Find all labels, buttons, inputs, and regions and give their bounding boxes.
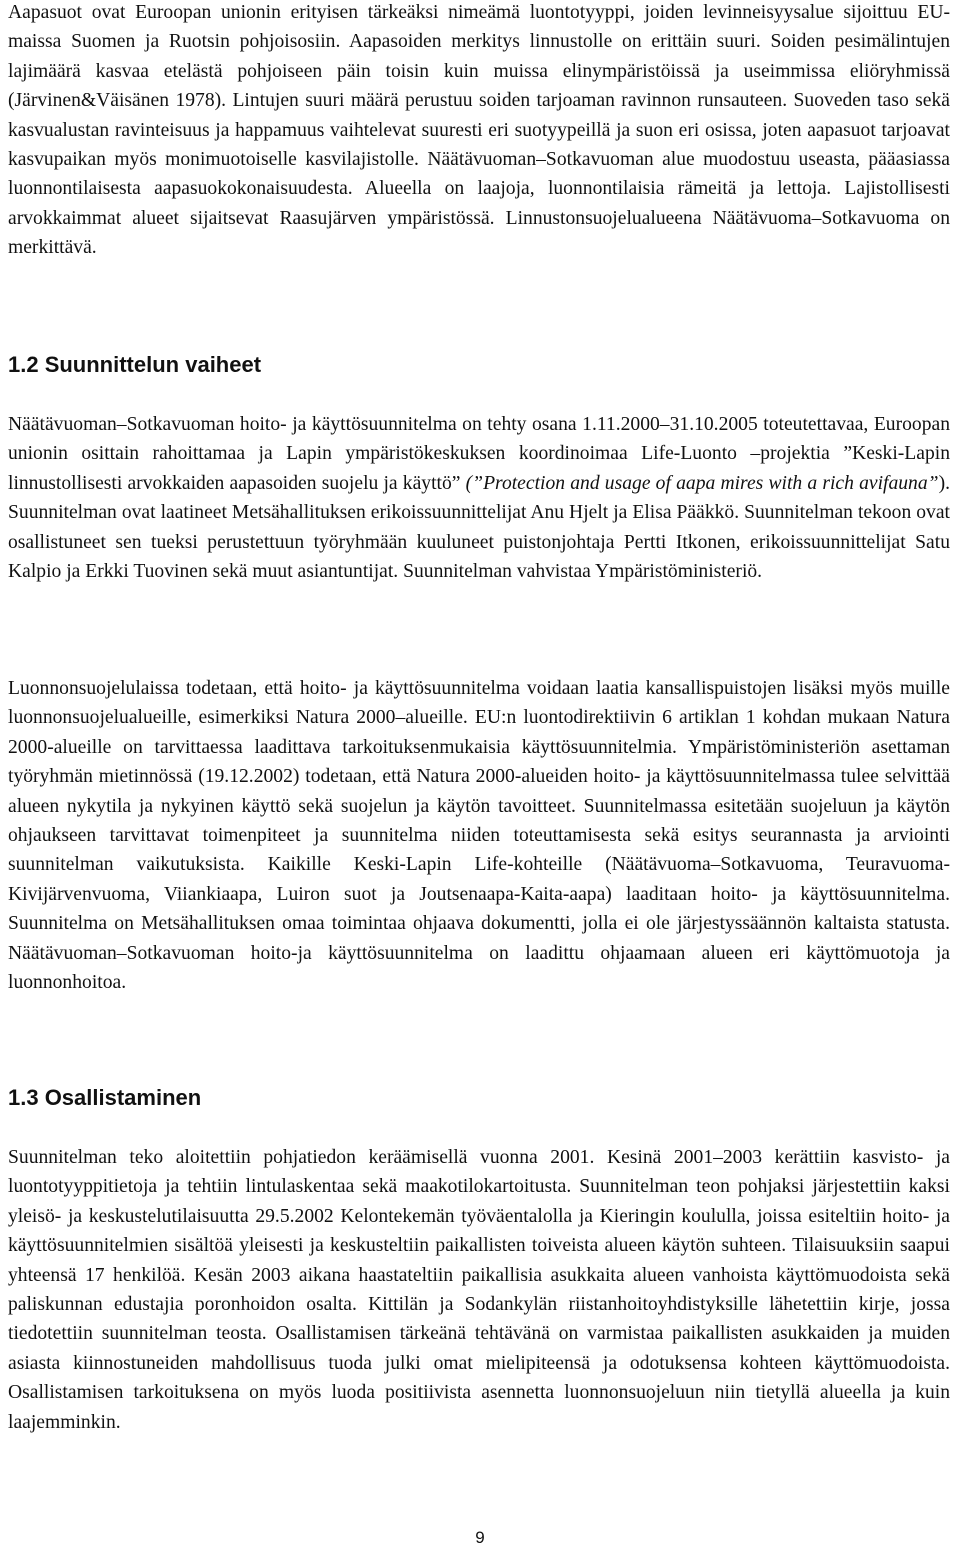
project-english-title: (”Protection and usage of aapa mires with a rich avifauna” — [465, 472, 939, 494]
paragraph-text: ). Suunnitelman ovat laatineet Metsähallituksen erikoissuunnittelijat Anu Hjelt ja Elisa Pääkkö. Suunnitelman tekoon ovat osallistuneet sen tueksi perustettuun työryhmään kuuluneet puistonjohtaja Pertti Itkonen, erikoissuunnittelijat Satu Kalpio ja Erkki Tuovinen sekä muut asiantuntijat. Suunnitelman vahvistaa Ympäristöministeriö. — [8, 472, 950, 583]
paragraph-participation: Suunnitelman teko aloitettiin pohjatiedon keräämisellä vuonna 2001. Kesinä 2001–2003 kerättiin kasvisto- ja luontotyyppitietoja ja tehtiin lintulaskentaa sekä maakotilokartoitusta. Suunnitelman teon pohjaksi järjestettiin kaksi yleisö- ja keskustelutilaisuutta 29.5.2002 Kelontekemän työväentalolla ja Kieringin koululla, joissa esiteltiin hoito- ja käyttösuunnitelmien sisältöä yleisesti ja keskusteltiin paikallisten toiveista alueen käytön suhteen. Tilaisuuksiin saapui yhteensä 17 henkilöä. Kesän 2003 aikana haastateltiin paikallisia asukkaita alueen vanhoista käyttömuodoista sekä paliskunnan edustajia poronhoidon osalta. Kittilän ja Sodankylän riistanhoitoyhdistyksille lähetettiin kirje, jossa tiedotettiin suunnitelman teosta. Osallistamisen tärkeänä tehtävänä on varmistaa paikallisten asukkaiden ja muiden asiasta kiinnostuneiden mahdollisuus tuoda julki omat mielipiteensä ja odotuksensa kohteen käyttömuodoista. Osallistamisen tarkoituksena on myös luoda positiivista asennetta luonnonsuojeluun niin tietyllä alueella ja kuin laajemminkin. — [8, 1147, 950, 1433]
paragraph-intro: Aapasuot ovat Euroopan unionin erityisen tärkeäksi nimeämä luontotyyppi, joiden levinneisyysalue sijoittuu EU-maissa Suomen ja Ruotsin pohjoisosiin. Aapasoiden merkitys linnustolle on erittäin suuri. Soiden pesimälintujen lajimäärä kasvaa etelästä pohjoiseen päin toisin kuin muissa elinympäristöissä ja useimmissa eliöryhmissä (Järvinen&Väisänen 1978). Lintujen suuri määrä perustuu soiden tarjoaman ravinnon runsauteen. Suoveden taso sekä kasvualustan ravinteisuus ja happamuus vaihtelevat suuresti eri suotyypeillä ja suon eri osissa, joten aapasuot tarjoavat kasvupaikan myös monimuotoiselle kasvilajistolle. Näätävuoman–Sotkavuoman alue muodostuu useasta, pääasiassa luonnontilaisesta aapasuokokonaisuudesta. Alueella on laajoja, luonnontilaisia rämeitä ja lettoja. Lajistollisesti arvokkaimmat alueet sijaitsevat Raasujärven ympäristössä. Linnustonsuojelualueena Näätävuoma–Sotkavuoma on merkittävä. — [8, 2, 950, 259]
section-heading-1-3: 1.3 Osallistaminen — [8, 1085, 202, 1110]
paragraph-text: Näätävuoman–Sotkavuoman hoito- ja käyttösuunnitelma on tehty osana 1.11.2000–31.10.2005 toteutettavaa, Euroopan unionin osittain rahoittamaa ja Lapin ympäristökeskuksen koordinoimaa Life-Luonto –projektia ”Keski-Lapin linnustollisesti arvokkaiden aapasoiden suojelu ja käyttö” — [8, 414, 950, 494]
paragraph-nature-conservation-act: Luonnonsuojelulaissa todetaan, että hoito- ja käyttösuunnitelma voidaan laatia kansallispuistojen lisäksi myös muille luonnonsuojelualueille, esimerkiksi Natura 2000–alueille. EU:n luontodirektiivin 6 artiklan 1 kohdan mukaan Natura 2000-alueille on tarvittaessa laadittava tarkoituksenmukaisia käyttösuunnitelmia. Ympäristöministeriön asettaman työryhmän mietinnössä (19.12.2002) todetaan, että Natura 2000-alueiden hoito- ja käyttösuunnitelmassa tulee selvittää alueen nykytila ja nykyinen käyttö sekä suojelun ja käytön tavoitteet. Suunnitelmassa esitetään suojeluun ja käytön ohjaukseen tarvittavat toimenpiteet ja suunnitelma niiden toteuttamisesta sekä esitys seurannasta ja arviointi suunnitelman vaikutuksista. Kaikille Keski-Lapin Life-kohteille (Näätävuoma–Sotkavuoma, Teuravuoma-Kivijärvenvuoma, Viiankiaapa, Luiron suot ja Joutsenaapa-Kaita-aapa) laaditaan hoito- ja käyttösuunnitelma. Suunnitelma on Metsähallituksen omaa toimintaa ohjaava dokumentti, jolla ei ole järjestyssäännön kaltaista statusta. Näätävuoman–Sotkavuoman hoito-ja käyttösuunnitelma on laadittu ohjaamaan alueen eri käyttömuotoja ja luonnonhoitoa. — [8, 678, 950, 994]
paragraph-planning-phases — [8, 410, 950, 586]
section-heading-1-2: 1.2 Suunnittelun vaiheet — [8, 352, 262, 377]
page-number: 9 — [475, 1528, 485, 1547]
